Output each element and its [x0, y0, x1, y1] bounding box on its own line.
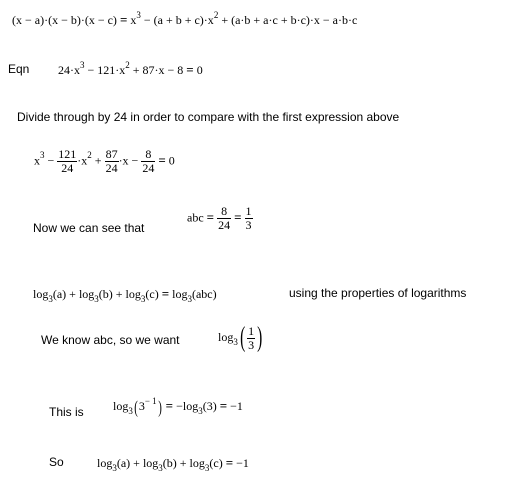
operator: +	[94, 153, 102, 168]
numerator: 87	[105, 147, 118, 161]
term: x	[130, 13, 137, 27]
log: log	[125, 287, 141, 301]
fraction	[245, 205, 253, 232]
equals-sign: =	[119, 12, 128, 27]
term: x	[34, 153, 40, 168]
arg: (c)	[145, 287, 159, 301]
equals-sign: =	[165, 398, 174, 413]
log-base: 3	[198, 406, 203, 416]
arg: (b) +	[98, 287, 126, 301]
left-paren: (	[239, 322, 246, 353]
denominator: 24	[105, 161, 118, 175]
term: ·x −	[118, 153, 139, 168]
eqn-label: Eqn	[8, 62, 30, 76]
equals-sign: =	[206, 209, 215, 225]
log-power-evaluation	[113, 398, 243, 416]
fraction	[141, 148, 155, 175]
this-is-text: This is	[49, 405, 84, 419]
log-base: 3	[94, 294, 99, 304]
term: ·x	[77, 153, 88, 168]
exponent: 3	[136, 10, 141, 20]
log-base: 3	[48, 294, 53, 304]
arg: (a) +	[116, 456, 143, 470]
arg: (3)	[202, 399, 217, 413]
log-base: 3	[158, 463, 163, 473]
rhs: 0	[196, 63, 203, 77]
arg: (b) +	[162, 456, 190, 470]
exponent: 2	[213, 10, 219, 20]
denominator: 3	[245, 218, 252, 232]
term: + (a·b + a·c + b·c)·x − a·b·c	[218, 13, 358, 27]
fraction	[217, 205, 231, 232]
log: log	[33, 287, 49, 301]
factored-expansion	[12, 12, 357, 28]
numerator: 8	[221, 204, 228, 218]
log: log	[113, 399, 129, 413]
equals-sign: =	[219, 398, 228, 413]
numerator: 1	[245, 204, 252, 218]
term: + 87·x − 8	[129, 63, 184, 77]
know-abc-text: We know abc, so we want	[41, 333, 180, 347]
divided-equation	[34, 148, 175, 175]
equals-sign: =	[186, 62, 194, 77]
power-base: 3	[138, 399, 145, 413]
equals-sign: =	[161, 286, 170, 301]
log-base: 3	[204, 463, 210, 473]
log: log	[97, 456, 113, 470]
log: log	[189, 456, 205, 470]
arg: (c)	[209, 456, 223, 470]
numerator: 1	[248, 323, 255, 338]
fraction	[57, 148, 77, 175]
abc-label: abc	[187, 210, 204, 225]
right-paren: )	[257, 322, 263, 353]
fraction	[105, 148, 119, 175]
divide-instruction: Divide through by 24 in order to compare with the first expression above	[17, 110, 400, 124]
log: log	[78, 287, 95, 301]
log: log	[218, 329, 234, 344]
log-base: 3	[128, 406, 133, 416]
neg-log: −log	[176, 399, 199, 413]
left-paren: (	[134, 397, 138, 418]
term: − 121·x	[84, 63, 126, 77]
term: 24·x	[58, 63, 80, 77]
equals-sign: =	[234, 209, 242, 225]
equals-sign: =	[225, 455, 234, 470]
numerator: 121	[58, 147, 77, 161]
so-text: So	[49, 455, 64, 469]
denominator: 24	[218, 218, 231, 232]
denominator: 3	[248, 337, 255, 352]
log-base: 3	[140, 294, 146, 304]
log-property-note: using the properties of logarithms	[289, 286, 467, 300]
exponent: 3	[40, 150, 45, 161]
arg: (a) +	[52, 287, 79, 301]
exponent: 2	[125, 60, 130, 70]
log: log	[142, 456, 159, 470]
log-one-third	[218, 324, 265, 352]
term: − (a + b + c)·x	[140, 13, 214, 27]
result: −1	[230, 399, 243, 413]
log-base: 3	[187, 294, 192, 304]
now-see-text: Now we can see that	[33, 221, 145, 235]
numerator: 8	[145, 147, 152, 161]
log-sum-identity	[33, 286, 217, 302]
fraction	[247, 325, 255, 352]
exponent: 3	[80, 60, 85, 70]
arg: (abc)	[191, 287, 217, 301]
rhs: 0	[168, 153, 175, 168]
cubic-equation	[58, 62, 203, 78]
denominator: 24	[57, 161, 77, 175]
log: log	[172, 287, 188, 301]
exponent: − 1	[144, 396, 157, 406]
exponent: 2	[87, 150, 92, 161]
log-base: 3	[112, 463, 117, 473]
abc-value	[187, 205, 253, 232]
equals-sign: =	[158, 152, 166, 168]
log-base: 3	[233, 336, 238, 347]
expansion-lhs: (x − a)·(x − b)·(x − c)	[12, 13, 117, 27]
denominator: 24	[142, 161, 155, 175]
result: −1	[236, 456, 249, 470]
operator: −	[47, 153, 55, 168]
final-result	[97, 455, 249, 471]
right-paren: )	[157, 397, 162, 418]
